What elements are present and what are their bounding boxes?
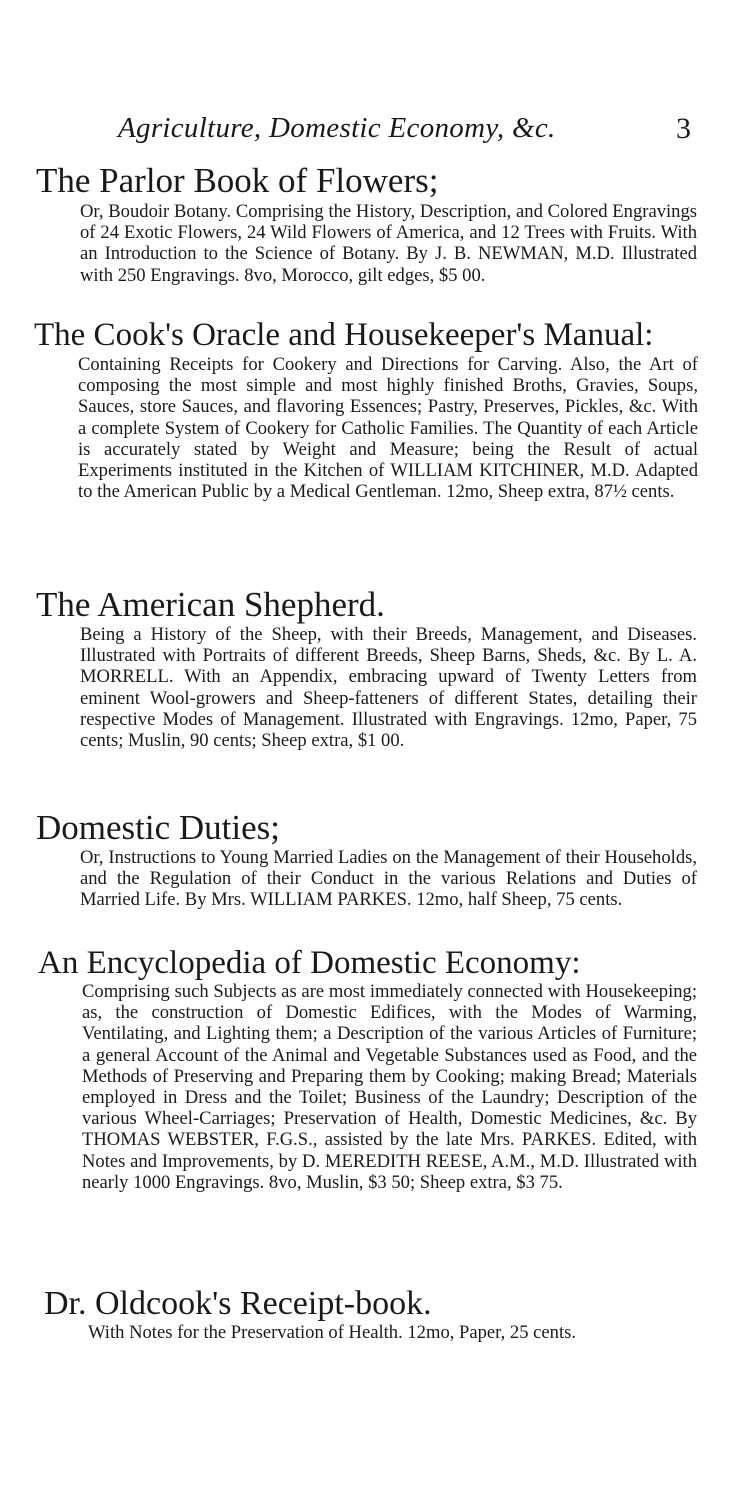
- entry-title-cooks-oracle: The Cook's Oracle and Housekeeper's Manual:: [34, 317, 654, 353]
- running-head: Agriculture, Domestic Economy, &c.: [118, 112, 556, 144]
- entry-title-domestic-duties: Domestic Duties;: [36, 808, 280, 847]
- entry-title-encyclopedia: An Encyclopedia of Domestic Economy:: [38, 945, 581, 981]
- entry-title-american-shepherd: The American Shepherd.: [36, 585, 385, 624]
- entry-body-parlor-book: Or, Boudoir Botany. Comprising the History, Description, and Colored Engravings of 24 Exotic Flowers, 24 Wild Flowers of America, and 12 Trees with Fruits. With an Introduction to the Science of Botany. By J. B. NEWMAN, M.D. Illustrated with 250 Engravings. 8vo, Morocco, gilt edges, $5 00.: [80, 201, 697, 286]
- entry-body-american-shepherd: Being a History of the Sheep, with their Breeds, Management, and Diseases. Illustrated with Portraits of different Breeds, Sheep Barns, Sheds, &c. By L. A. MORRELL. With an Appendix, embracing upward of Twenty Letters from eminent Wool-growers and Sheep-fatteners of different States, detailing their respective Modes of Management. Illustrated with Engravings. 12mo, Paper, 75 cents; Muslin, 90 cents; Sheep extra, $1 00.: [80, 624, 697, 752]
- page-number: 3: [676, 112, 691, 145]
- entry-body-domestic-duties: Or, Instructions to Young Married Ladies on the Management of their Households, and the Regulation of their Conduct in the various Relations and Duties of Married Life. By Mrs. WILLIAM PARKES. 12mo, half Sheep, 75 cents.: [80, 847, 697, 911]
- entry-body-oldcooks-receipt-book: With Notes for the Preservation of Health. 12mo, Paper, 25 cents.: [88, 1322, 577, 1343]
- entry-title-parlor-book: The Parlor Book of Flowers;: [36, 161, 439, 200]
- entry-title-oldcooks-receipt-book: Dr. Oldcook's Receipt-book.: [44, 1285, 432, 1322]
- entry-body-cooks-oracle: Containing Receipts for Cookery and Directions for Carving. Also, the Art of composing the most simple and most highly finished Broths, Gravies, Soups, Sauces, store Sauces, and flavoring Essences; Pastry, Preserves, Pickles, &c. With a complete System of Cookery for Catholic Families. The Quantity of each Article is accurately stated by Weight and Measure; being the Result of actual Experiments instituted in the Kitchen of WILLIAM KITCHINER, M.D. Adapted to the American Public by a Medical Gentleman. 12mo, Sheep extra, 87½ cents.: [78, 354, 698, 503]
- entry-body-encyclopedia: Comprising such Subjects as are most immediately connected with Housekeeping; as, the construction of Domestic Edifices, with the Modes of Warming, Ventilating, and Lighting them; a Description of the various Articles of Furniture; a general Account of the Animal and Vegetable Substances used as Food, and the Methods of Preserving and Preparing them by Cooking; making Bread; Materials employed in Dress and the Toilet; Business of the Laundry; Description of the various Wheel-Carriages; Preservation of Health, Domestic Medicines, &c. By THOMAS WEBSTER, F.G.S., assisted by the late Mrs. PARKES. Edited, with Notes and Improvements, by D. MEREDITH REESE, A.M., M.D. Illustrated with nearly 1000 Engravings. 8vo, Muslin, $3 50; Sheep extra, $3 75.: [82, 981, 697, 1193]
